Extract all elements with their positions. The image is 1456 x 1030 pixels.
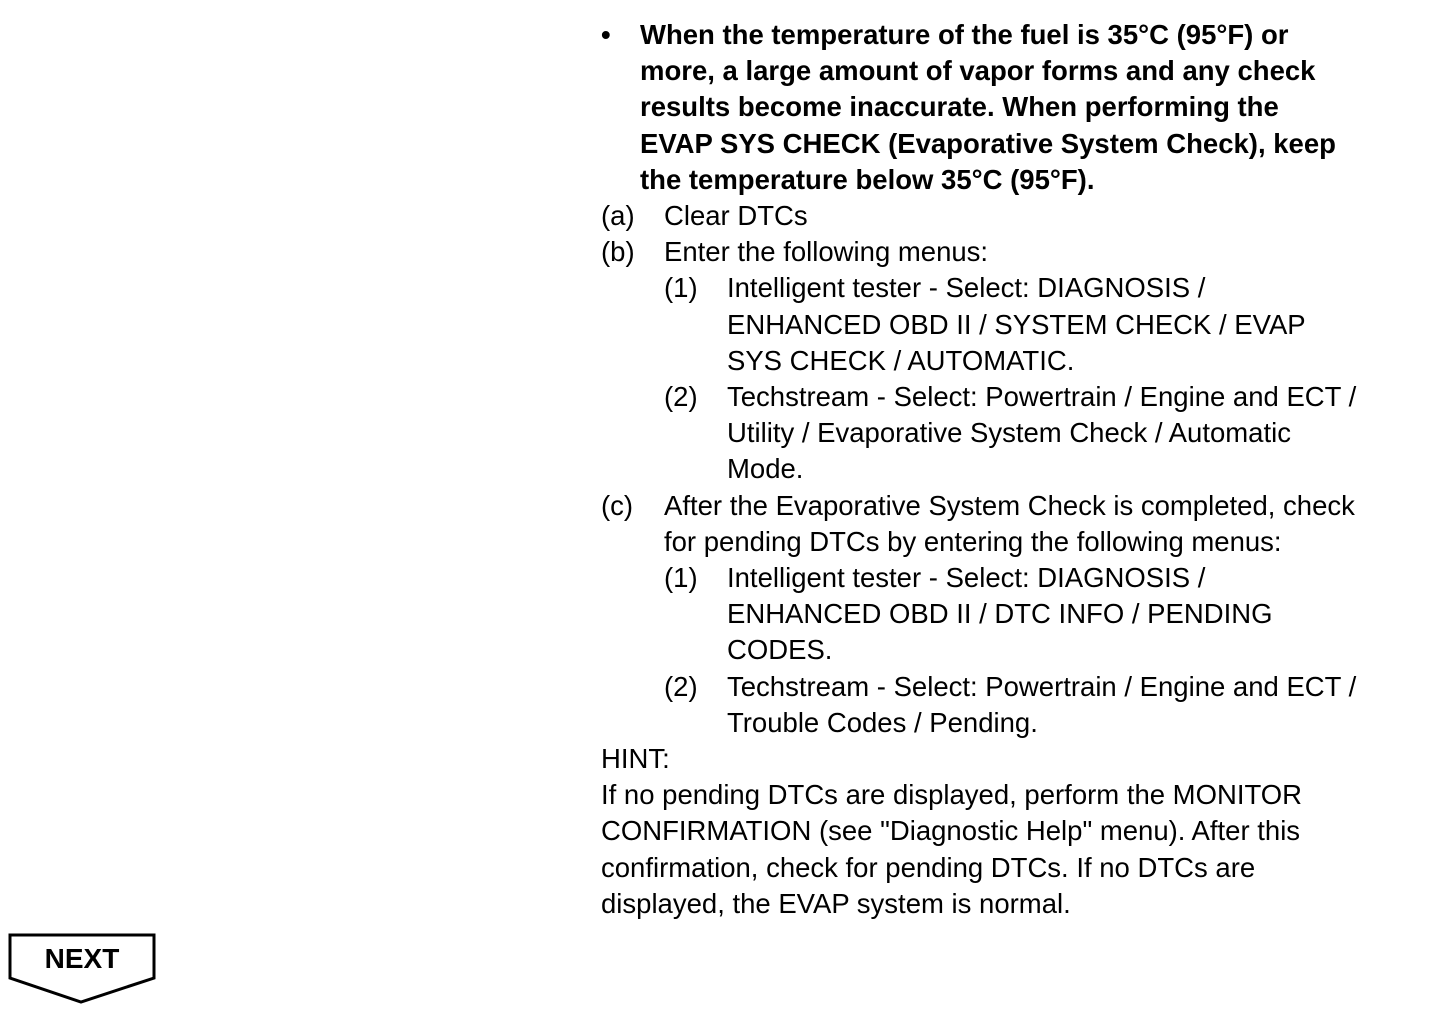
caution-line: the temperature below 35°C (95°F). xyxy=(640,163,1095,195)
substep-text xyxy=(727,379,1441,488)
step-line: After the Evaporative System Check is completed, check xyxy=(664,489,1355,521)
next-button[interactable] xyxy=(8,933,156,1005)
hint-line: If no pending DTCs are displayed, perform the MONITOR xyxy=(601,779,1303,811)
step-b xyxy=(601,234,1441,270)
substep-text xyxy=(727,669,1441,741)
step-c-substeps xyxy=(601,560,1441,741)
hint-label: HINT: xyxy=(601,743,670,775)
hint-line: confirmation, check for pending DTCs. If no DTCs are xyxy=(601,851,1256,883)
substep-c2 xyxy=(664,669,1441,741)
step-line: for pending DTCs by entering the following menus: xyxy=(664,525,1282,557)
caution-notice xyxy=(601,17,1441,198)
hint-section xyxy=(601,741,1441,922)
substep-line: SYS CHECK / AUTOMATIC. xyxy=(727,344,1075,376)
step-c xyxy=(601,488,1441,560)
substep-line: CODES. xyxy=(727,634,833,666)
substep-line: Intelligent tester - Select: DIAGNOSIS / xyxy=(727,272,1206,304)
step-line: Clear DTCs xyxy=(664,200,808,232)
caution-line: more, a large amount of vapor forms and any check xyxy=(640,55,1316,87)
step-text xyxy=(664,234,1441,270)
step-line: Enter the following menus: xyxy=(664,236,989,268)
caution-line: results become inaccurate. When performing the xyxy=(640,91,1279,123)
substep-line: Utility / Evaporative System Check / Automatic xyxy=(727,417,1291,449)
step-b-substeps xyxy=(601,270,1441,487)
procedure-content xyxy=(601,17,1441,922)
step-a xyxy=(601,198,1441,234)
substep-line: ENHANCED OBD II / SYSTEM CHECK / EVAP xyxy=(727,308,1306,340)
substep-text xyxy=(727,560,1441,669)
substep-line: Techstream - Select: Powertrain / Engine and ECT / xyxy=(727,381,1357,413)
next-button-label: NEXT xyxy=(44,943,120,974)
substep-line: Trouble Codes / Pending. xyxy=(727,706,1038,738)
substep-text xyxy=(727,270,1441,379)
substep-line: ENHANCED OBD II / DTC INFO / PENDING xyxy=(727,598,1273,630)
step-marker: (a) xyxy=(601,200,635,232)
substep-marker: (1) xyxy=(664,562,698,594)
substep-c1 xyxy=(664,560,1441,669)
substep-b1 xyxy=(664,270,1441,379)
bullet-marker: • xyxy=(601,19,611,50)
substep-marker: (2) xyxy=(664,381,698,413)
substep-marker: (2) xyxy=(664,670,698,702)
substep-line: Intelligent tester - Select: DIAGNOSIS / xyxy=(727,562,1206,594)
hint-line: CONFIRMATION (see "Diagnostic Help" menu). After this xyxy=(601,815,1301,847)
caution-line: EVAP SYS CHECK (Evaporative System Check), keep xyxy=(640,127,1336,159)
caution-line: When the temperature of the fuel is 35°C (95°F) or xyxy=(640,19,1289,50)
substep-marker: (1) xyxy=(664,272,698,304)
step-text xyxy=(664,488,1441,560)
step-marker: (c) xyxy=(601,489,634,521)
substep-line: Mode. xyxy=(727,453,804,485)
step-text xyxy=(664,198,1441,234)
caution-text xyxy=(640,17,1441,198)
hint-line: displayed, the EVAP system is normal. xyxy=(601,887,1071,919)
substep-line: Techstream - Select: Powertrain / Engine and ECT / xyxy=(727,670,1357,702)
step-marker: (b) xyxy=(601,236,635,268)
substep-b2 xyxy=(664,379,1441,488)
